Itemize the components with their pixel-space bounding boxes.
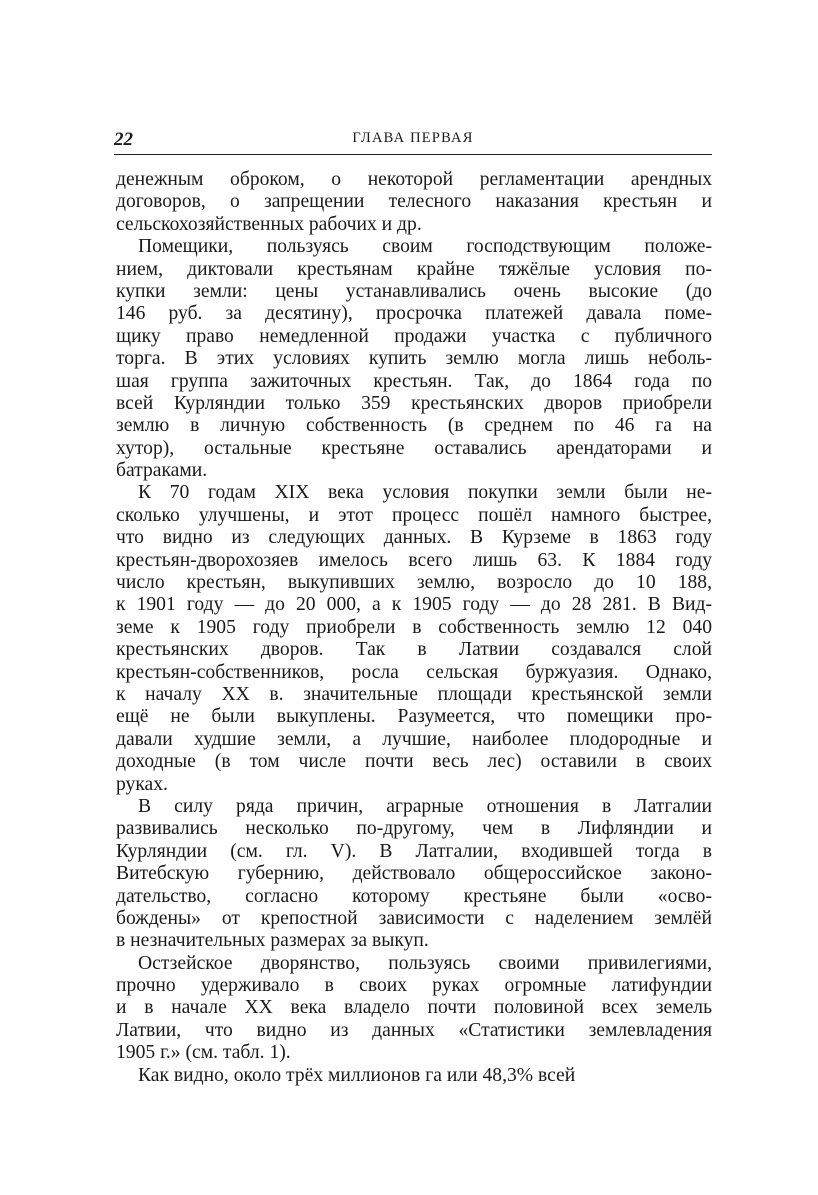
text-line: купки земли: цены устанавливались очень высокие (до bbox=[116, 280, 712, 302]
text-line: Витебскую губернию, действовало общероссийское законо- bbox=[116, 863, 712, 885]
text-line: шая группа зажиточных крестьян. Так, до 1864 года по bbox=[116, 370, 712, 392]
paragraph bbox=[116, 482, 712, 795]
text-line: сельскохозяйственных рабочих и др. bbox=[116, 213, 422, 235]
text-line: денежным оброком, о некоторой регламентации арендных bbox=[116, 169, 712, 190]
paragraph bbox=[116, 236, 712, 482]
text-line: дательство, согласно которому крестьяне были «осво- bbox=[116, 885, 712, 907]
text-line: нием, диктовали крестьянам крайне тяжёлые условия по- bbox=[116, 258, 712, 280]
text-line: крестьянских дворов. Так в Латвии создавался слой bbox=[116, 639, 712, 661]
text-line: давали худшие земли, а лучшие, наиболее плодородные и bbox=[116, 728, 712, 750]
text-line: руках. bbox=[116, 773, 168, 795]
text-line: и в начале XX века владело почти половиной всех земель bbox=[116, 997, 712, 1019]
text-line: 146 руб. за десятину), просрочка платежей давала поме- bbox=[116, 303, 712, 325]
text-line: землю в личную собственность (в среднем по 46 га на bbox=[116, 415, 712, 437]
text-line: Курляндии (см. гл. V). В Латгалии, входившей тогда в bbox=[116, 840, 712, 862]
text-line: Как видно, около трёх миллионов га или 48,3% всей bbox=[138, 1064, 576, 1086]
paragraph bbox=[116, 796, 712, 953]
text-line: развивались несколько по-другому, чем в Лифляндии и bbox=[116, 818, 712, 840]
text-line: Латвии, что видно из данных «Статистики землевладения bbox=[116, 1019, 712, 1041]
text-line: торга. В этих условиях купить землю могла лишь неболь- bbox=[116, 348, 712, 370]
paragraph bbox=[116, 169, 712, 236]
text-line: к началу XX в. значительные площади крестьянской земли bbox=[116, 683, 712, 705]
text-line: крестьян-собственников, росла сельская буржуазия. Однако, bbox=[116, 661, 712, 683]
text-line: Помещики, пользуясь своим господствующим положе- bbox=[138, 236, 712, 258]
paragraph bbox=[116, 1065, 712, 1087]
text-line: сколько улучшены, и этот процесс пошёл намного быстрее, bbox=[116, 504, 712, 526]
text-line: Остзейское дворянство, пользуясь своими привилегиями, bbox=[138, 952, 712, 974]
page-number: 22 bbox=[114, 129, 133, 150]
text-line: число крестьян, выкупивших землю, возросло до 10 188, bbox=[116, 572, 712, 594]
text-line: прочно удерживало в своих руках огромные латифундии bbox=[116, 975, 712, 997]
text-line: в незначительных размерах за выкуп. bbox=[116, 930, 429, 952]
text-line: земе к 1905 году приобрели в собственность землю 12 040 bbox=[116, 616, 712, 638]
text-line: щику право немедленной продажи участка с публичного bbox=[116, 325, 712, 347]
text-line: крестьян-дворохозяев имелось всего лишь 63. К 1884 году bbox=[116, 549, 712, 571]
text-line: 1905 г.» (см. табл. 1). bbox=[116, 1042, 291, 1064]
running-title: ГЛАВА ПЕРВАЯ bbox=[352, 130, 474, 146]
text-line: договоров, о запрещении телесного наказания крестьян и bbox=[116, 191, 712, 213]
text-line: всей Курляндии только 359 крестьянских дворов приобрели bbox=[116, 392, 712, 414]
page-header bbox=[114, 126, 712, 155]
text-line: доходные (в том числе почти весь лес) оставили в своих bbox=[116, 751, 712, 773]
text-line: бождены» от крепостной зависимости с наделением землёй bbox=[116, 907, 712, 929]
text-line: К 70 годам XIX века условия покупки земли были не- bbox=[138, 482, 712, 504]
text-line: ещё не были выкуплены. Разумеется, что помещики про- bbox=[116, 706, 712, 728]
paragraph bbox=[116, 953, 712, 1065]
text-line: к 1901 году — до 20 000, а к 1905 году — до 28 281. В Вид- bbox=[116, 594, 712, 616]
text-line: батраками. bbox=[116, 460, 208, 482]
text-line: В силу ряда причин, аграрные отношения в Латгалии bbox=[138, 795, 712, 817]
body-text bbox=[116, 169, 712, 1087]
text-line: что видно из следующих данных. В Курземе в 1863 году bbox=[116, 527, 712, 549]
text-line: хутор), остальные крестьяне оставались арендаторами и bbox=[116, 437, 712, 459]
